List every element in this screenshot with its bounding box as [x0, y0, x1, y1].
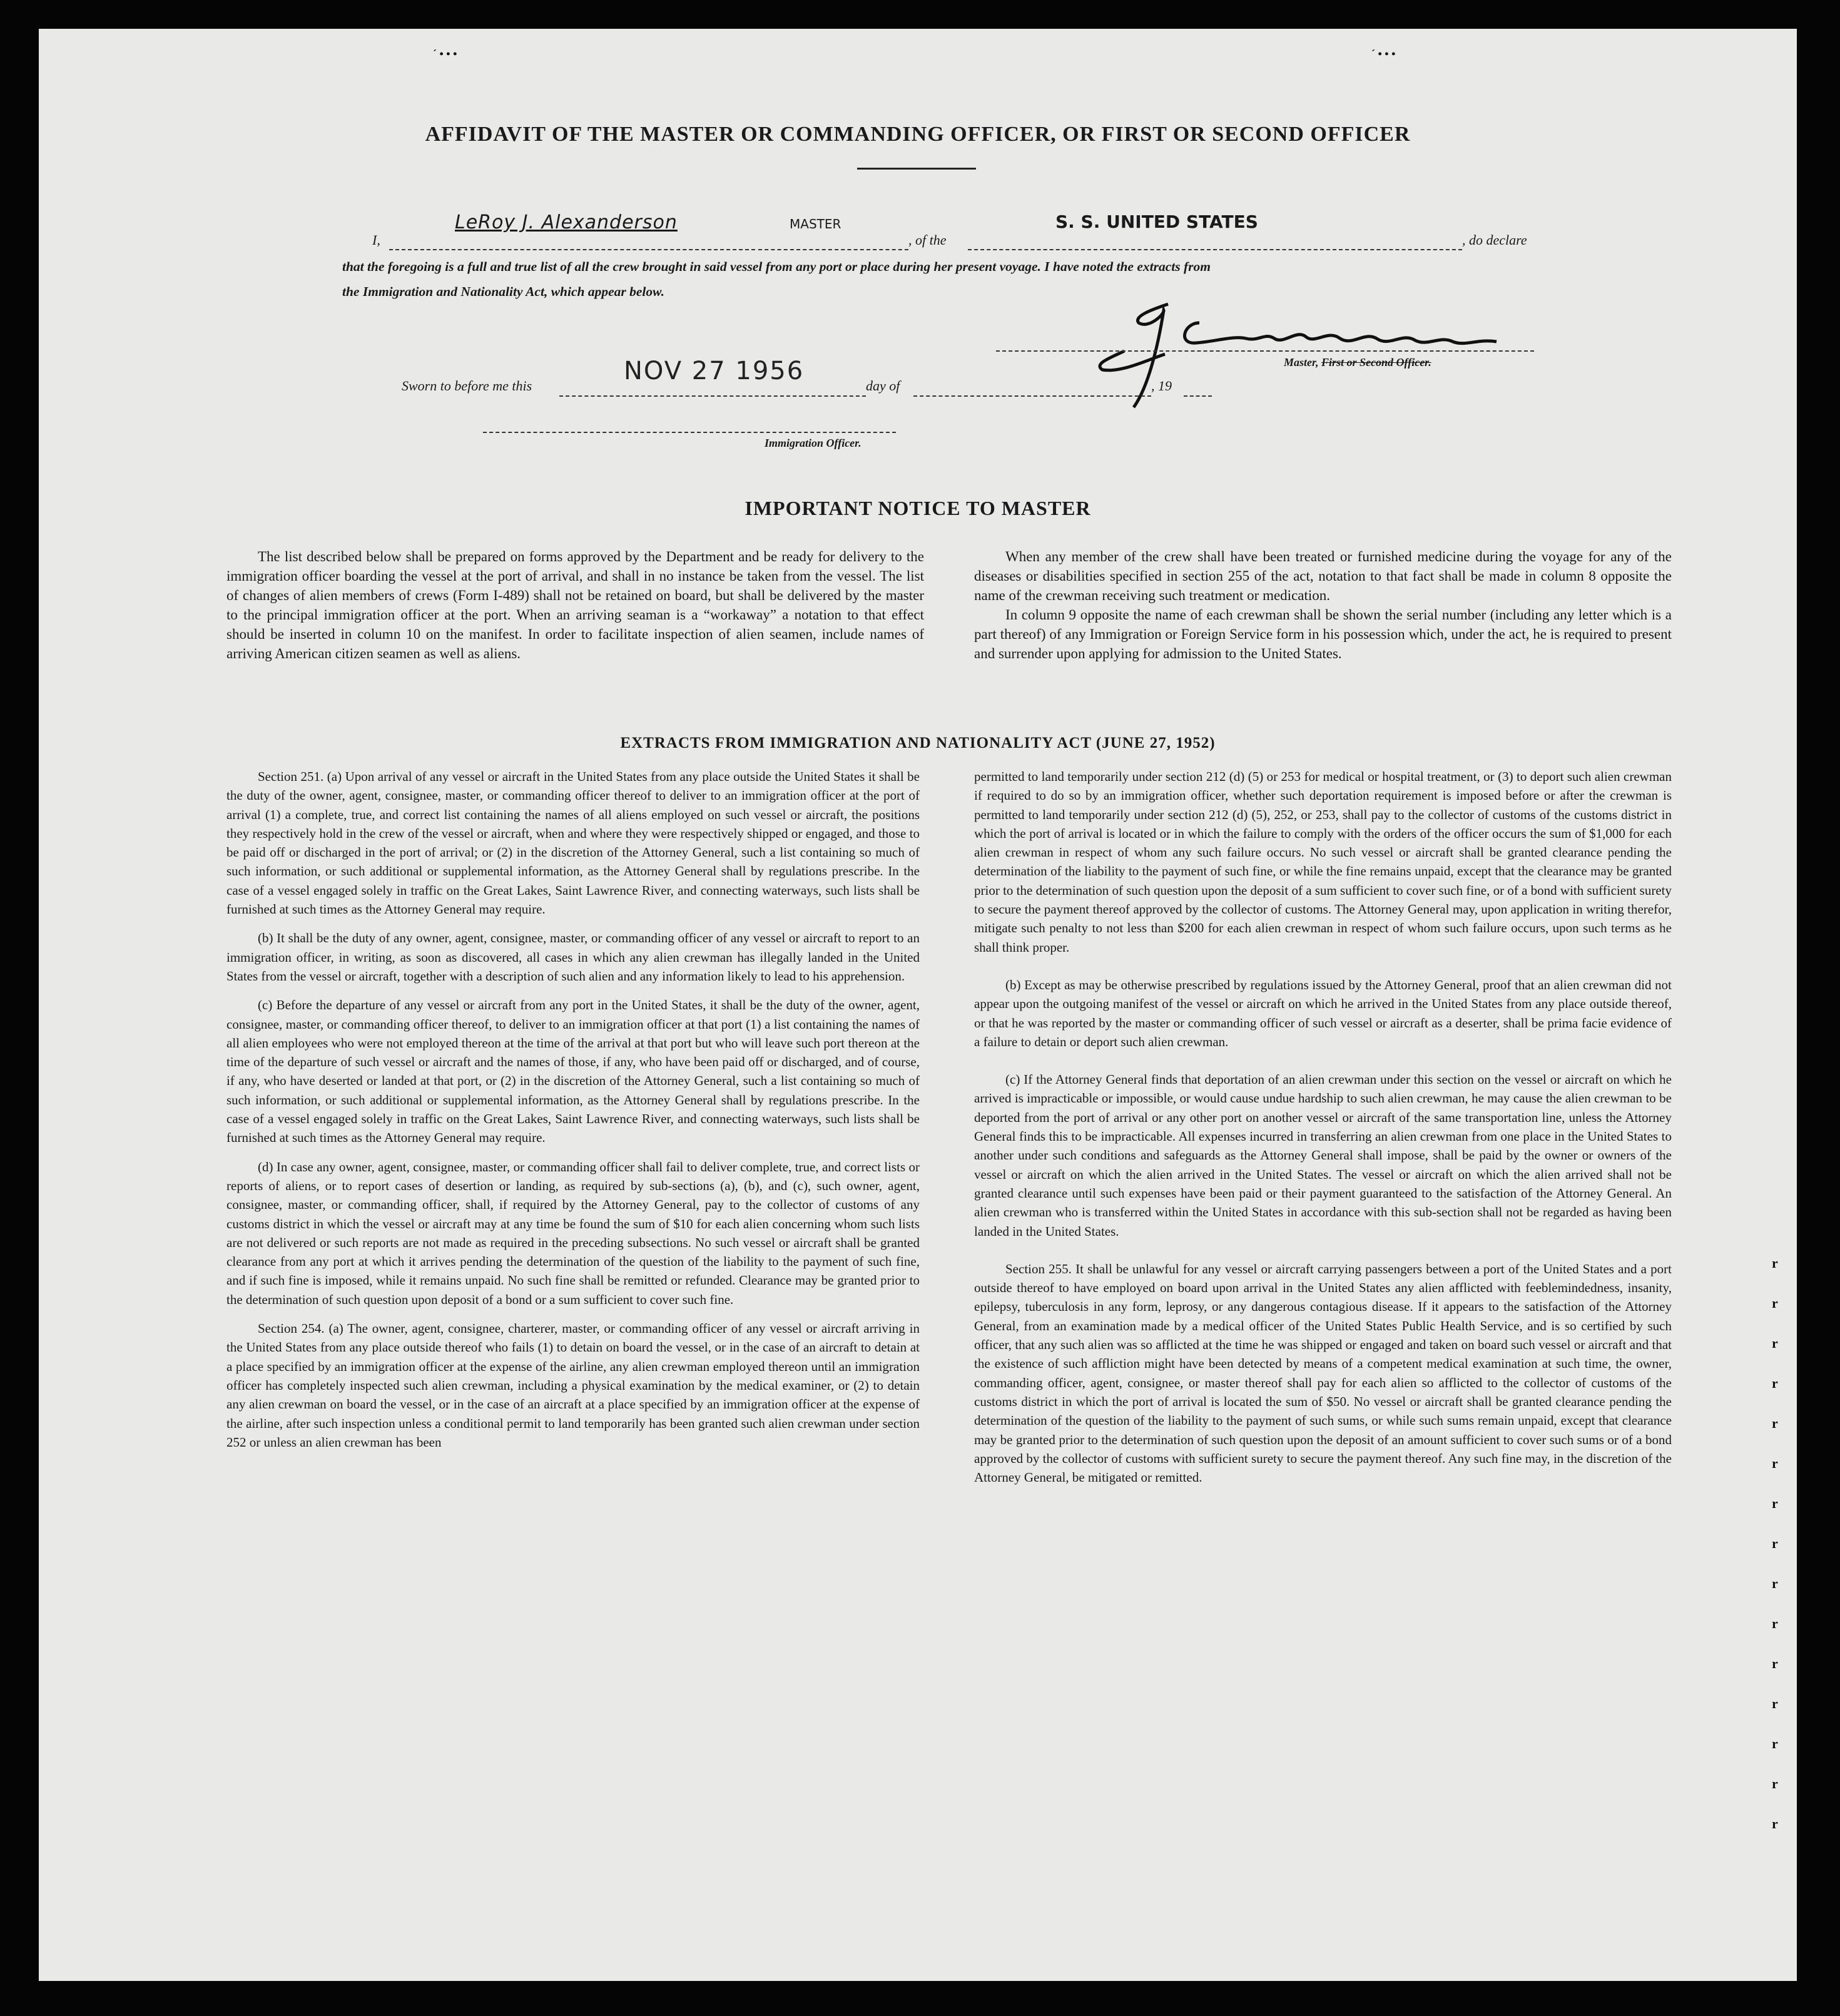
section-251-b: (b) It shall be the duty of any owner, agent, consignee, master, or commanding officer of any vessel or aircraft to report to an immigration officer, in writing, as soon as discovered, all cases in which any alien crewman has illegally landed in the United States from the vessel or aircraft, together with a description of such alien and any information likely to lead to his apprehension. — [226, 930, 920, 984]
year-prefix: , 19 — [1151, 378, 1172, 394]
declaration-line-2: the Immigration and Nationality Act, which appear below. — [342, 284, 665, 299]
day-of-label: day of — [866, 378, 900, 394]
section-251-d: (d) In case any owner, agent, consignee, master, or commanding officer shall fail to deliver complete, true, and correct lists or reports of aliens, or to report cases of desertion or landing, as required by sub-sections (a), (b), and (c), such owner, agent, consignee, master, or commanding officer, shall, if required by the Attorney General, pay to the collector of customs of any customs district in which the vessel or aircraft may at any time be found the sum of $10 for each alien concerning whom such lists are not delivered or such reports are not made as required in the preceding subsections. No such vessel or aircraft shall be granted clearance from any port at which it arrives pending the determination of the question of the liability to the payment of such fine, and if such fine is imposed, while it remains unpaid. No such fine shall be remitted or refunded. Clearance may be granted prior to the determination of such question upon deposit of a bond or a sum sufficient to cover such fine. — [226, 1159, 920, 1307]
top-right-mark: ´ • • • — [1371, 48, 1396, 60]
vessel-name-typed: S. S. UNITED STATES — [1055, 211, 1258, 232]
label-do-declare: , do declare — [1462, 232, 1527, 248]
section-251-a: Section 251. (a) Upon arrival of any vessel or aircraft in the United States from any place outside the United States it shall be the duty of the owner, agent, consignee, master, or commanding officer thereof to deliver to an immigration officer at the port of arrival (1) a complete, true, and correct list containing the names of all aliens employed on such vessel or aircraft, the positions they respectively hold in the crew of the vessel or aircraft, when and where they were respectively shipped or engaged, and those to be paid off or discharged in the port of arrival; or (2) in the discretion of the Attorney General, such a list containing so much of such information, or such additional or supplemental information, as the Attorney General shall by regulations prescribe. In the case of a vessel engaged solely in traffic on the Great Lakes, Saint Lawrence River, and connecting waterways, such lists shall be furnished at such times as the Attorney General may require. — [226, 769, 920, 917]
section-254-a: Section 254. (a) The owner, agent, consignee, charterer, master, or commanding officer of any vessel or aircraft arriving in the United States from any place outside thereof who fails (1) to detain on board the vessel, or in the case of an aircraft to detain at a place specified by an immigration officer at the expense of the airline, any alien crewman employed thereon until an immigration officer has completely inspected such alien crewman, including a physical examination by the medical examiner, or (2) to detain any alien crewman on board the vessel, or in the case of an aircraft at a place specified by an immigration officer at the expense of the airline, after such inspection unless a conditional permit to land temporarily has been granted such alien crewman under section 252 or unless an alien crewman has been — [226, 1321, 920, 1450]
section-254-b: (b) Except as may be otherwise prescribed by regulations issued by the Attorney General, proof that an alien crewman did not appear upon the outgoing manifest of the vessel or aircraft on which he arrived in the United States from any place outside thereof, or that he was reported by the master or commanding officer of such vessel or aircraft as a deserter, shall be prima facie evidence of a failure to detain or deport such alien crewman. — [974, 977, 1672, 1049]
master-name-handwritten: LeRoy J. Alexanderson — [455, 211, 678, 233]
section-255: Section 255. It shall be unlawful for any vessel or aircraft carrying passengers between a port of the United States and a port outside thereof to have employed on board upon arrival in the United States any alien afflicted with feeblemindedness, insanity, epilepsy, tuberculosis in any form, leprosy, or any dangerous contagious disease. If it appears to the satisfaction of the Attorney General, from an examination made by a medical officer of the United States Public Health Service, and is so certified by such officer, that any such alien was so afflicted at the time he was shipped or engaged and taken on board such vessel or aircraft and that the existence of such affliction might have been detected by means of a competent medical examination at such time, the owner, commanding officer, agent, consignee, or master thereof shall pay for each alien so afflicted to the collector of customs of the customs district in which the port of arrival is located the sum of $50. No vessel or aircraft shall be granted clearance pending the determination of the question of the liability to the payment of such sums, or while such sums remain unpaid, except that clearance may be granted prior to the determination of such question upon the deposit of an amount sufficient to cover such sums or of a bond approved by the collector of customs with sufficient surety to secure the payment thereof. Any such fine may, in the discretion of the Attorney General, be mitigated or remitted. — [974, 1261, 1672, 1485]
notice-right-column — [974, 547, 1672, 672]
immigration-officer-blank — [483, 417, 896, 433]
month-blank — [913, 380, 1151, 397]
extracts-title: EXTRACTS FROM IMMIGRATION AND NATIONALITY ACT (JUNE 27, 1952) — [620, 735, 1216, 751]
extracts-right-column — [974, 767, 1672, 1497]
notice-left-column — [226, 547, 924, 672]
notice-title: IMPORTANT NOTICE TO MASTER — [745, 497, 1091, 519]
declaration-line-1: that the foregoing is a full and true list of all the crew brought in said vessel from any port or place during her present voyage. I have noted the extracts from — [342, 259, 1211, 274]
notice-right-paragraph-2: In column 9 opposite the name of each crewman shall be shown the serial number (including any letter which is a part thereof) of any Immigration or Foreign Service form in his possession which, under the act, he is required to present and surrender upon applying for admission to the United States. — [974, 607, 1672, 661]
immigration-officer-label: Immigration Officer. — [765, 437, 862, 449]
document-page — [39, 29, 1797, 1981]
sworn-label: Sworn to before me this — [402, 378, 532, 394]
signature-role — [1284, 356, 1431, 369]
label-i: I, — [372, 232, 380, 248]
section-254-c: (c) If the Attorney General finds that deportation of an alien crewman under this section on the vessel or aircraft on which he arrived is impracticable or impossible, or would cause undue hardship to such alien crewman, he may cause the alien crewman to be deported from the port of arrival or any other port on another vessel or aircraft of the same transportation line, unless the Attorney General finds this to be impracticable. All expenses incurred in transferring an alien crewman from one place in the United States to another under such conditions and safeguards as the Attorney General shall impose, shall be paid by the owner or owners of the vessel or aircraft on which the alien arrived in the United States. The vessel or aircraft on which the alien arrived shall not be granted clearance until such expenses have been paid or their payment guaranteed to the satisfaction of the Attorney General. An alien crewman who is transferred within the United States in accordance with this sub-section shall not be regarded as having been landed in the United States. — [974, 1072, 1672, 1239]
vessel-blank — [968, 234, 1462, 250]
top-left-mark: ´ • • • — [433, 48, 457, 60]
section-251-c: (c) Before the departure of any vessel or aircraft from any port in the United States, it shall be the duty of the owner, agent, consignee, master, or commanding officer thereof, to deliver to an immigration officer at that port (1) a list containing the names of all alien employees who were not employed thereon at the time of the arrival at that port but who will leave such port thereon at the time of the departure of such vessel or aircraft and the names of those, if any, who have been paid off or discharged, and of course, if any, who have deserted or landed at that port, or (2) in the discretion of the Attorney General, such a list containing so much of such information, or such additional or supplemental information, as the Attorney General shall by regulations prescribe. In the case of a vessel engaged solely in traffic on the Great Lakes, Saint Lawrence River, and connecting waterways, such lists shall be furnished at such times as the Attorney General may require. — [226, 997, 920, 1146]
notice-left-paragraph: The list described below shall be prepared on forms approved by the Department and be ready for delivery to the immigration officer boarding the vessel at the port of arrival, and shall in no instance be taken from the vessel. The list of changes of alien members of crews (Form I-489) shall not be retained on board, but shall be delivered by the master to the principal immigration officer at the port. When an arriving seaman is a “workaway” a notation to that effect should be inserted in column 10 on the manifest. In order to facilitate inspection of alien seamen, include names of arriving American citizen seamen as well as aliens. — [226, 549, 924, 661]
right-edge-marks: r r r r r r r r r r r r r r r — [1772, 1255, 1778, 1831]
notice-right-paragraph-1: When any member of the crew shall have been treated or furnished medicine during the voyage for any of the diseases or disabilities specified in section 255 of the act, notation to that fact shall be made in column 8 opposite the name of the crewman receiving such treatment or medication. — [974, 549, 1672, 603]
year-blank — [1184, 380, 1212, 397]
section-254-a-continued: permitted to land temporarily under section 212 (d) (5) or 253 for medical or hospital treatment, or (3) to deport such alien crewman if required to do so by an immigration officer, whether such deportation requirement is imposed before or after the crewman is permitted to land temporarily under section 212 (d) (5), 252, or 253, shall pay to the collector of customs of the customs district in which the port of arrival is located or in which the failure to comply with the orders of the officer occurs the sum of $1,000 for each alien crewman in respect of whom any such failure occurs. No such vessel or aircraft shall be granted clearance pending the determination of the liability to the payment of such fine, or while the fine remains unpaid, except that the clearance may be granted prior to the determination of such question upon the deposit of a sum sufficient to cover such fine, or of a bond with sufficient surety to secure the payment thereof approved by the collector of customs. The Attorney General may, upon application in writing therefor, mitigate such penalty to not less than $200 for each alien crewman in respect of whom such failure occurs, upon such terms as he shall think proper. — [974, 769, 1672, 955]
extracts-left-column — [226, 767, 920, 1462]
signature-role-struck: First or Second Officer. — [1321, 356, 1431, 369]
rank-blank — [758, 234, 908, 250]
label-of-the: , of the — [908, 232, 947, 248]
signature-blank — [996, 335, 1534, 352]
rank-typed: MASTER — [790, 216, 841, 232]
title-rule — [857, 168, 976, 170]
name-blank — [389, 234, 755, 250]
affidavit-title: AFFIDAVIT OF THE MASTER OR COMMANDING OFFICER, OR FIRST OR SECOND OFFICER — [425, 123, 1411, 146]
date-stamp: NOV 27 1956 — [624, 357, 805, 385]
signature-role-master: Master, — [1284, 356, 1319, 369]
